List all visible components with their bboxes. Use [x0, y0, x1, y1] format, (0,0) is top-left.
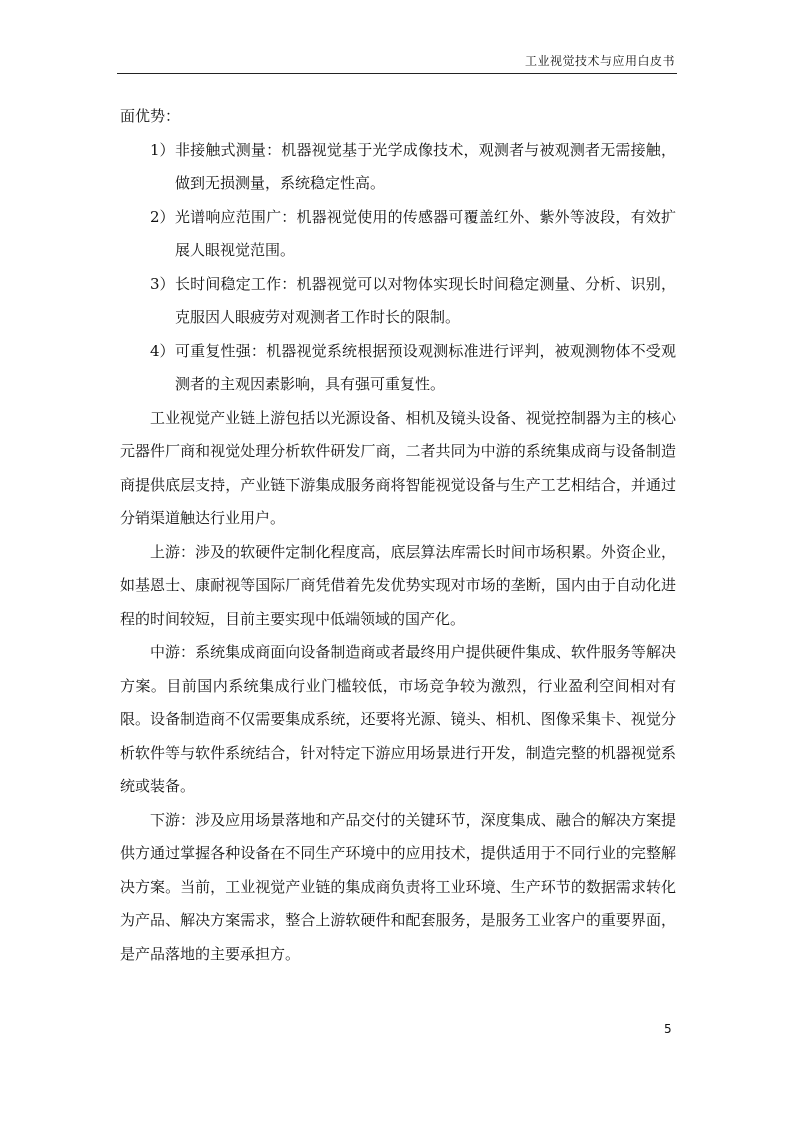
advantage-text: 长时间稳定工作：机器视觉可以对物体实现长时间稳定测量、分析、识别，克服因人眼疲劳对观测者工作时长的限制。 — [175, 274, 676, 326]
page-body — [120, 100, 676, 971]
paragraph-industry-chain: 工业视觉产业链上游包括以光源设备、相机及镜头设备、视觉控制器为主的核心元器件厂商和视觉处理分析软件研发厂商，二者共同为中游的系统集成商与设备制造商提供底层支持，产业链下游集成服务商将智能视觉设备与生产工艺相结合，并通过分销渠道触达行业用户。 — [120, 408, 676, 527]
intro-line: 面优势： — [120, 107, 181, 125]
advantage-item-3 — [120, 268, 676, 335]
page-number: 5 — [664, 1022, 672, 1036]
advantage-text: 非接触式测量：机器视觉基于光学成像技术，观测者与被观测者无需接触，做到无损测量，系统稳定性高。 — [175, 140, 676, 192]
advantage-item-4 — [120, 335, 676, 402]
header-divider — [117, 73, 677, 74]
advantage-text: 光谱响应范围广：机器视觉使用的传感器可覆盖红外、紫外等波段，有效扩展人眼视觉范围。 — [175, 207, 676, 259]
advantage-item-2 — [120, 201, 676, 268]
advantage-number: 4） — [150, 341, 175, 360]
advantages-list — [120, 134, 676, 402]
advantage-text: 可重复性强：机器视觉系统根据预设观测标准进行评判，被观测物体不受观测者的主观因素影响，具有强可重复性。 — [175, 341, 676, 393]
advantage-number: 2） — [150, 207, 175, 226]
advantage-number: 3） — [150, 274, 175, 293]
paragraph-downstream: 下游：涉及应用场景落地和产品交付的关键环节，深度集成、融合的解决方案提供方通过掌握各种设备在不同生产环境中的应用技术，提供适用于不同行业的完整解决方案。当前，工业视觉产业链的集成商负责将工业环境、生产环节的数据需求转化为产品、解决方案需求，整合上游软硬件和配套服务，是服务工业客户的重要界面，是产品落地的主要承担方。 — [120, 810, 676, 963]
paragraph-midstream: 中游：系统集成商面向设备制造商或者最终用户提供硬件集成、软件服务等解决方案。目前国内系统集成行业门槛较低，市场竞争较为激烈，行业盈利空间相对有限。设备制造商不仅需要集成系统，还要将光源、镜头、相机、图像采集卡、视觉分析软件等与软件系统结合，针对特定下游应用场景进行开发，制造完整的机器视觉系统或装备。 — [120, 643, 676, 795]
advantage-number: 1） — [150, 140, 175, 159]
advantage-item-1 — [120, 134, 676, 201]
header-title: 工业视觉技术与应用白皮书 — [524, 54, 675, 68]
paragraph-upstream: 上游：涉及的软硬件定制化程度高，底层算法库需长时间市场积累。外资企业，如基恩士、康耐视等国际厂商凭借着先发优势实现对市场的垄断，国内由于自动化进程的时间较短，目前主要实现中低端领域的国产化。 — [120, 542, 676, 628]
